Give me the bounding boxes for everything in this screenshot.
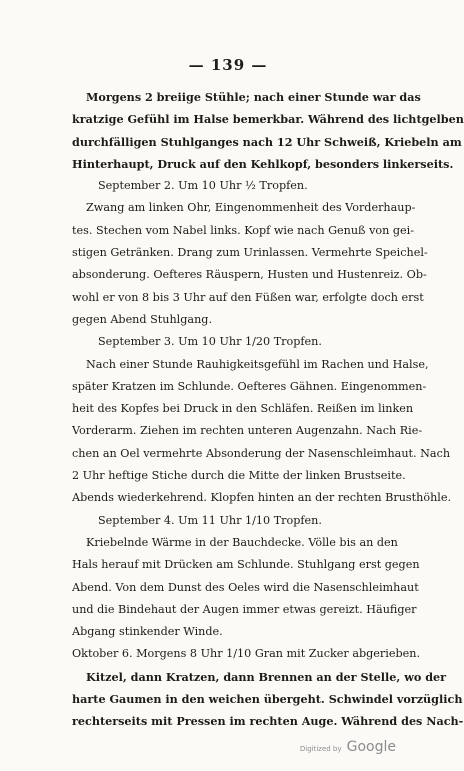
text-line: heit des Kopfes bei Druck in den Schläfen. Reißen im linken [72,402,414,416]
text-line: Hals herauf mit Drücken am Schlunde. Stuhlgang erst gegen [72,558,420,572]
text-line: Vorderarm. Ziehen im rechten unteren Augenzahn. Nach Rie- [72,424,423,438]
text-line: tes. Stechen vom Nabel links. Kopf wie nach Genuß von gei- [72,223,415,237]
text-line: Hinterhaupt, Druck auf den Kehlkopf, besonders linkerseits. [72,156,454,171]
text-line: Abgang stinkender Winde. [72,625,223,639]
text-line: absonderung. Oefteres Räuspern, Husten und Hustenreiz. Ob- [72,268,427,282]
text-line: und die Bindehaut der Augen immer etwas gereizt. Häufiger [72,602,417,616]
text-line: Morgens 2 breiige Stühle; nach einer Stunde war das [86,90,421,104]
digitized-by-watermark [300,736,396,755]
date-heading: September 3. Um 10 Uhr 1/20 Tropfen. [98,335,322,349]
date-heading: Oktober 6. Morgens 8 Uhr 1/10 Gran mit Zucker abgerieben. [72,647,421,661]
date-heading: September 4. Um 11 Uhr 1/10 Tropfen. [98,513,322,527]
text-line: stigen Getränken. Drang zum Urinlassen. Vermehrte Speichel- [72,246,428,260]
digitized-by-label: Digitized by [299,745,342,753]
text-line: Zwang am linken Ohr, Eingenommenheit des Vorderhaup- [86,201,416,215]
text-line: Abend. Von dem Dunst des Oeles wird die Nasenschleimhaut [72,580,419,594]
date-heading: September 2. Um 10 Uhr ½ Tropfen. [98,179,308,193]
text-line: 2 Uhr heftige Stiche durch die Mitte der linken Brustseite. [72,469,406,483]
text-line: Kitzel, dann Kratzen, dann Brennen an der Stelle, wo der [86,669,447,684]
google-logo: Google [346,739,396,755]
text-block [72,86,464,733]
text-line: chen an Oel vermehrte Absonderung der Nasenschleimhaut. Nach [72,446,451,460]
text-line: Nach einer Stunde Rauhigkeitsgefühl im Rachen und Halse, [86,357,429,371]
text-line: wohl er von 8 bis 3 Uhr auf den Füßen war, erfolgte doch erst [72,290,424,304]
text-line: später Kratzen im Schlunde. Oefteres Gähnen. Eingenommen- [72,379,427,393]
text-line: harte Gaumen in den weichen übergeht. Schwindel vorzüglich [72,692,463,707]
text-line: rechterseits mit Pressen im rechten Auge. Während des Nach- [72,714,464,729]
text-line: kratzige Gefühl im Halse bemerkbar. Während des lichtgelben [72,112,464,127]
text-line: gegen Abend Stuhlgang. [72,312,213,326]
page-number: — 139 — [188,56,268,74]
text-line: Kriebelnde Wärme in der Bauchdecke. Völle bis an den [86,535,398,549]
text-line: Abends wiederkehrend. Klopfen hinten an der rechten Brusthöhle. [72,491,452,505]
text-line: durchfälligen Stuhlganges nach 12 Uhr Schweiß, Kriebeln am [72,134,462,149]
